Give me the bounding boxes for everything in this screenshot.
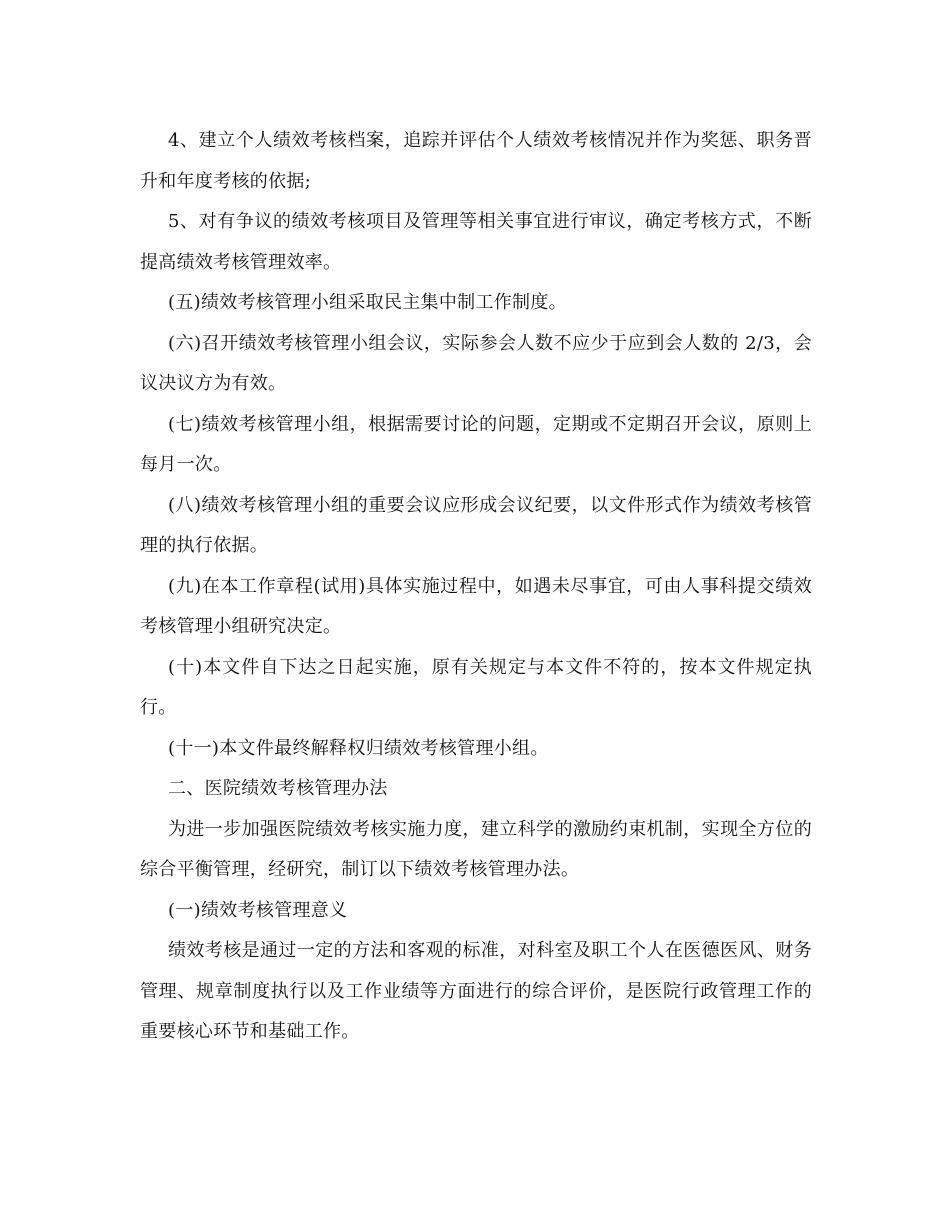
paragraph-section-10: (十)本文件自下达之日起实施，原有关规定与本文件不符的，按本文件规定执行。 xyxy=(140,656,812,718)
paragraph-section-8: (八)绩效考核管理小组的重要会议应形成会议纪要，以文件形式作为绩效考核管理的执行依据。 xyxy=(140,494,812,556)
document-body xyxy=(140,121,812,1053)
paragraph-section-5: (五)绩效考核管理小组采取民主集中制工作制度。 xyxy=(168,292,567,313)
paragraph-significance: 绩效考核是通过一定的方法和客观的标准，对科室及职工个人在医德医风、财务管理、规章制度执行以及工作业绩等方面进行的综合评价，是医院行政管理工作的重要核心环节和基础工作。 xyxy=(140,940,812,1042)
paragraph-intro: 为进一步加强医院绩效考核实施力度，建立科学的激励约束机制，实现全方位的综合平衡管理，经研究，制订以下绩效考核管理办法。 xyxy=(140,818,812,880)
paragraph-section-11: (十一)本文件最终解释权归绩效考核管理小组。 xyxy=(168,737,549,759)
section-heading-2: 二、医院绩效考核管理办法 xyxy=(168,778,388,799)
paragraph-item-4: 4、建立个人绩效考核档案，追踪并评估个人绩效考核情况并作为奖惩、职务晋升和年度考核的依据; xyxy=(140,130,812,192)
paragraph-section-6: (六)召开绩效考核管理小组会议，实际参会人数不应少于应到会人数的 2/3，会议决议方为有效。 xyxy=(140,332,812,394)
paragraph-section-7: (七)绩效考核管理小组，根据需要讨论的问题，定期或不定期召开会议，原则上每月一次。 xyxy=(140,413,812,475)
paragraph-section-9: (九)在本工作章程(试用)具体实施过程中，如遇未尽事宜，可由人事科提交绩效考核管理小组研究决定。 xyxy=(140,575,812,637)
subsection-heading-1: (一)绩效考核管理意义 xyxy=(168,899,348,921)
paragraph-item-5: 5、对有争议的绩效考核项目及管理等相关事宜进行审议，确定考核方式，不断提高绩效考核管理效率。 xyxy=(140,211,812,273)
